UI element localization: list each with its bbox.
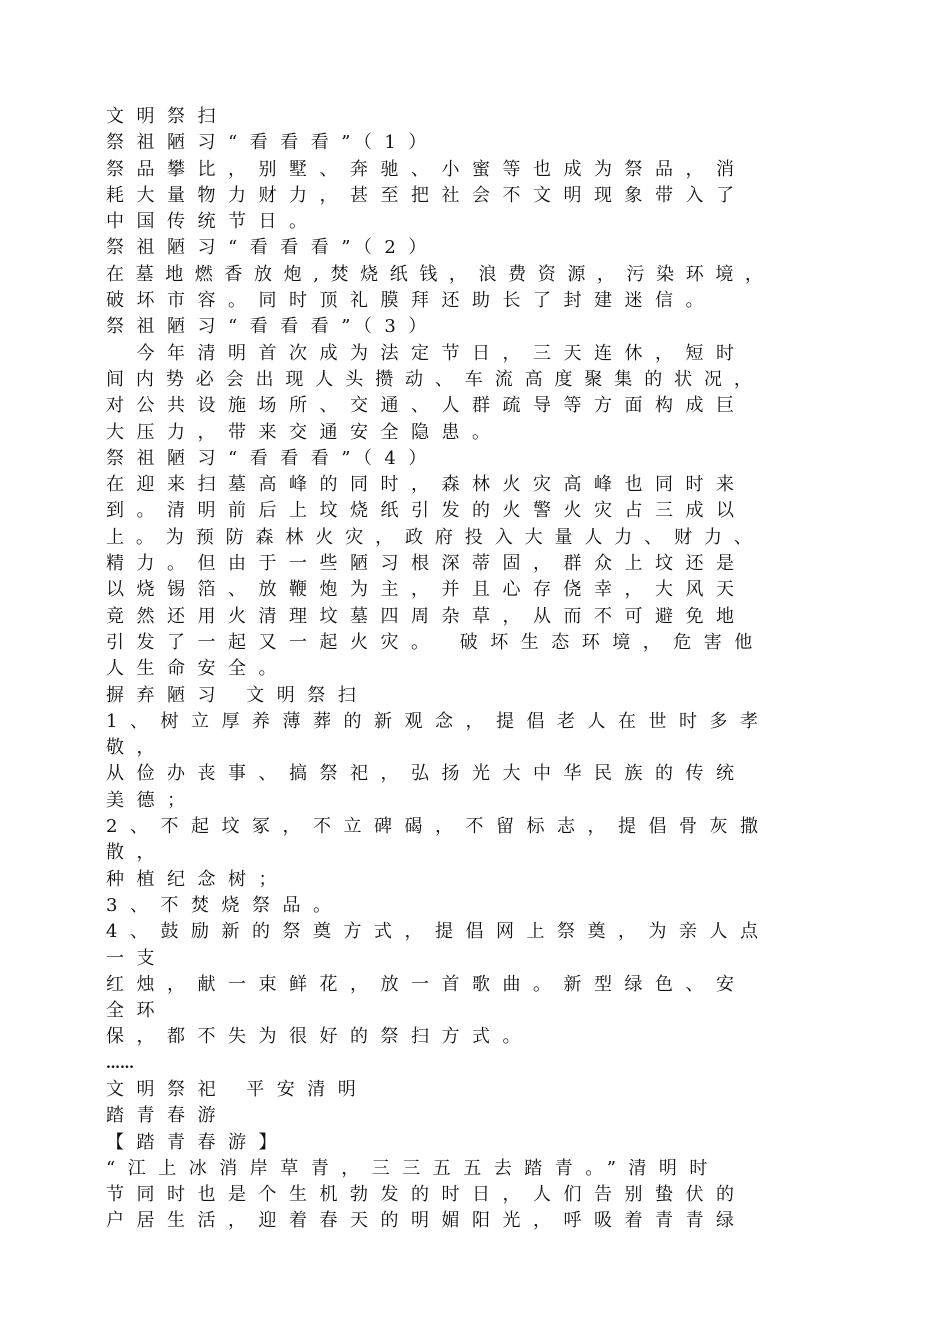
text-line: 对公共设施场所、交通、人群疏导等方面构成巨 bbox=[106, 395, 747, 417]
text-line: 敬， bbox=[106, 737, 167, 759]
section-heading-1: 祭祖陋习“看看看”（1） bbox=[106, 132, 439, 154]
text-line: 精力。但由于一些陋习根深蒂固，群众上坟还是 bbox=[106, 553, 747, 575]
text-line: 上。为预防森林火灾，政府投入大量人力、财力、 bbox=[106, 526, 764, 548]
text-line: 从俭办丧事、搞祭祀，弘扬光大中华民族的传统 bbox=[106, 763, 747, 785]
text-line: 人生命安全。 bbox=[106, 658, 289, 680]
section-heading-safe-qingming: 文明祭祀 平安清明 bbox=[106, 1078, 369, 1100]
list-item-2: 2、不起坟冢，不立碑碣，不留标志，提倡骨灰撒 bbox=[106, 816, 771, 838]
text-line: 户居生活，迎着春天的明媚阳光，呼吸着青青绿 bbox=[106, 1210, 747, 1232]
text-line: 保，都不失为很好的祭扫方式。 bbox=[106, 1026, 533, 1048]
list-item-3: 3、不焚烧祭品。 bbox=[106, 894, 344, 916]
text-line: 一支 bbox=[106, 947, 167, 969]
list-item-4: 4、鼓励新的祭奠方式，提倡网上祭奠，为亲人点 bbox=[106, 921, 771, 943]
text-line: 到。清明前后上坟烧纸引发的火警火灾占三成以 bbox=[106, 500, 747, 522]
text-line: 大压力，带来交通安全隐患。 bbox=[106, 421, 503, 443]
text-line: 散， bbox=[106, 842, 167, 864]
text-line: 耗大量物力财力，甚至把社会不文明现象带入了 bbox=[106, 184, 747, 206]
text-line: 今年清明首次成为法定节日，三天连休，短时 bbox=[106, 342, 747, 364]
text-line: 祭品攀比，别墅、奔驰、小蜜等也成为祭品，消 bbox=[106, 158, 747, 180]
section-heading-abandon: 摒弃陋习 文明祭扫 bbox=[106, 684, 369, 706]
heading-civilized-sweeping: 文明祭扫 bbox=[106, 106, 228, 127]
section-heading-3: 祭祖陋习“看看看”（3） bbox=[106, 316, 439, 338]
text-line: 美德； bbox=[106, 789, 198, 811]
subheading-spring-outing: 【踏青春游】 bbox=[106, 1131, 289, 1153]
text-line: 红烛，献一束鲜花，放一首歌曲。新型绿色、安 bbox=[106, 973, 747, 995]
text-line: 全环 bbox=[106, 1000, 167, 1022]
ellipsis: …… bbox=[106, 1055, 134, 1072]
text-line: 引发了一起又一起火灾。 破坏生态环境，危害他 bbox=[106, 631, 765, 653]
section-heading-2: 祭祖陋习“看看看”（2） bbox=[106, 237, 439, 259]
list-item-1: 1、树立厚养薄葬的新观念，提倡老人在世时多孝 bbox=[106, 710, 771, 732]
document-page bbox=[106, 104, 866, 1235]
section-heading-4: 祭祖陋习“看看看”（4） bbox=[106, 447, 439, 469]
text-line: 破坏市容。同时顶礼膜拜还助长了封建迷信。 bbox=[106, 290, 716, 312]
text-line: 在墓地燃香放炮,焚烧纸钱，浪费资源，污染环境， bbox=[106, 263, 775, 285]
text-line: 在迎来扫墓高峰的同时，森林火灾高峰也同时来 bbox=[106, 474, 747, 496]
text-line: 节同时也是个生机勃发的时日，人们告别蛰伏的 bbox=[106, 1184, 747, 1206]
text-line: 竟然还用火清理坟墓四周杂草，从而不可避免地 bbox=[106, 605, 747, 627]
text-line: 间内势必会出现人头攒动、车流高度聚集的状况， bbox=[106, 368, 764, 390]
text-line: 中国传统节日。 bbox=[106, 211, 320, 233]
section-heading-spring-outing: 踏青春游 bbox=[106, 1105, 228, 1127]
text-line: 以烧锡箔、放鞭炮为主，并且心存侥幸，大风天 bbox=[106, 579, 747, 601]
text-line: “江上冰消岸草青，三三五五去踏青。”清明时 bbox=[106, 1157, 720, 1179]
text-line: 种植纪念树； bbox=[106, 868, 289, 890]
